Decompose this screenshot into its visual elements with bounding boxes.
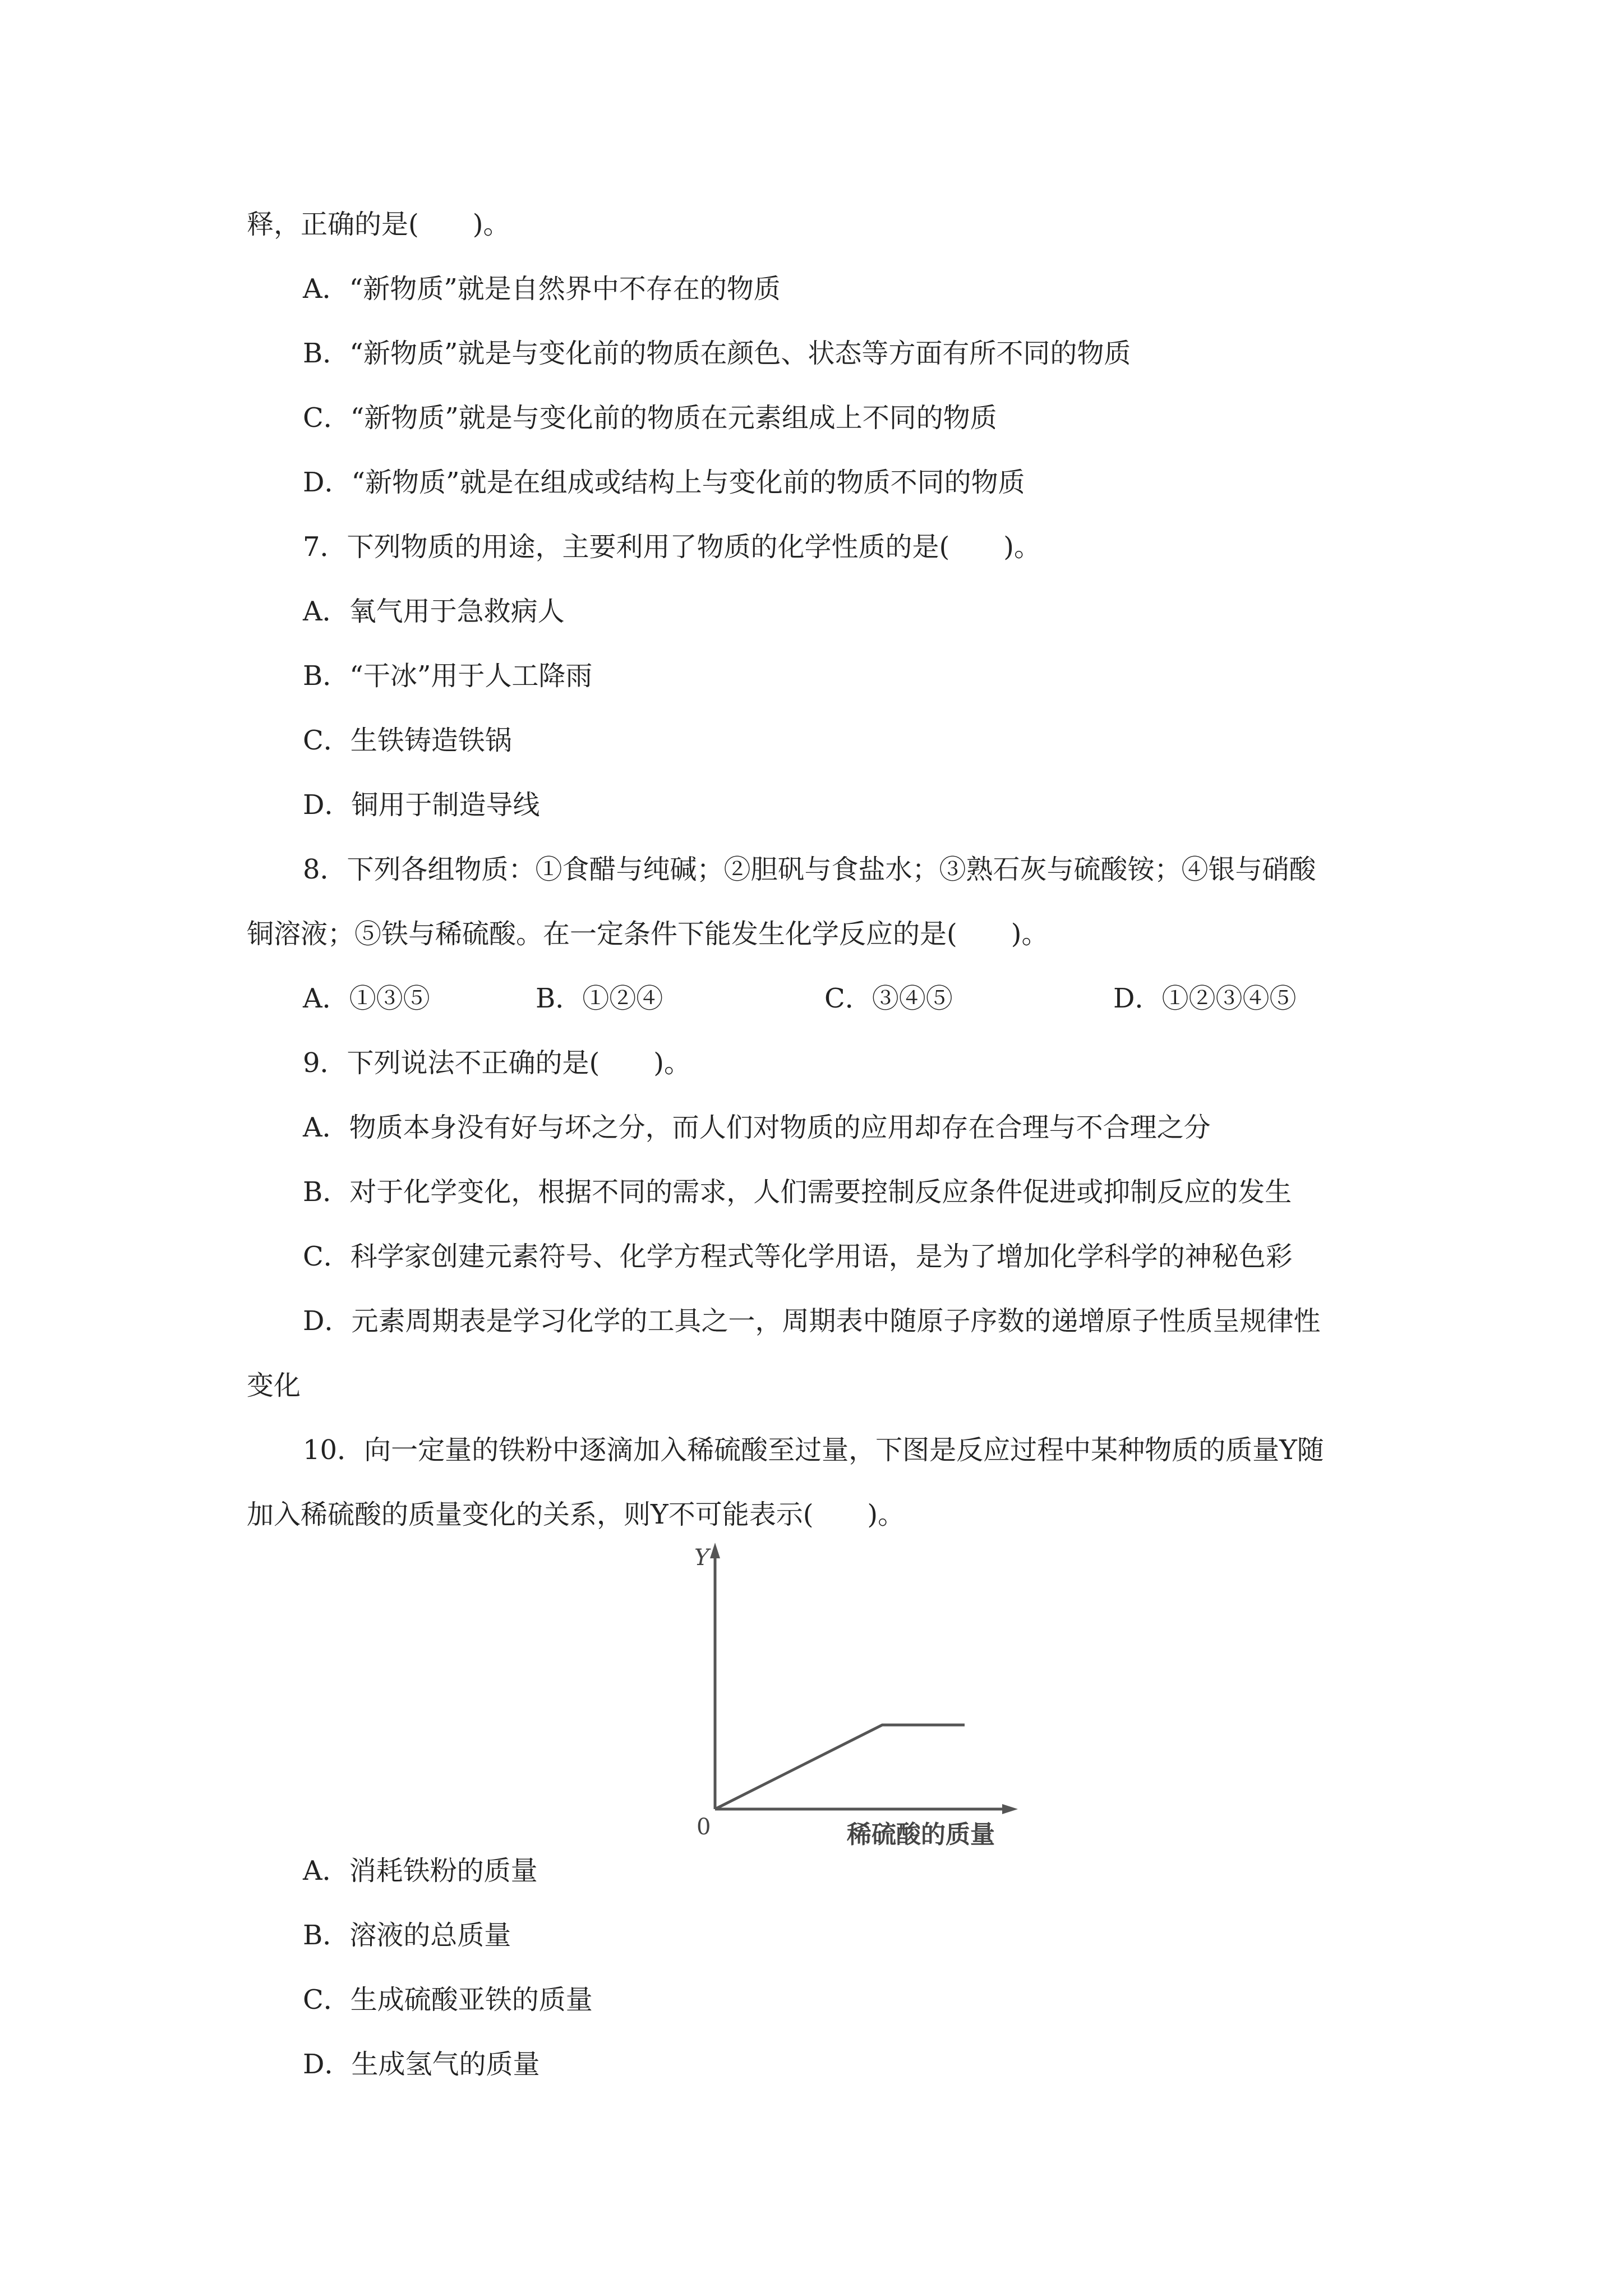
q10-stem-line2: 加入稀硫酸的质量变化的关系，则Y不可能表示( )。 — [247, 1499, 905, 1530]
q9-option-d-line1: D．元素周期表是学习化学的工具之一，周期表中随原子序数的递增原子性质呈规律性 — [303, 1305, 1321, 1337]
origin-label: 0 — [697, 1814, 711, 1840]
q6-tail: 释，正确的是( )。 — [247, 209, 510, 240]
q9-option-a: A．物质本身没有好与坏之分，而人们对物质的应用却存在合理与不合理之分 — [303, 1112, 1211, 1143]
q8-option-a: A．①③⑤ — [303, 983, 430, 1014]
y-axis-label: Y — [694, 1545, 709, 1571]
q7-option-d: D．铜用于制造导线 — [303, 789, 540, 821]
q9-option-c: C．科学家创建元素符号、化学方程式等化学用语，是为了增加化学科学的神秘色彩 — [303, 1241, 1293, 1272]
q10-option-b: B．溶液的总质量 — [303, 1920, 511, 1951]
q8-option-b: B．①②④ — [536, 983, 663, 1014]
q6-option-a: A．“新物质”就是自然界中不存在的物质 — [303, 273, 781, 305]
q8-stem-line1: 8．下列各组物质：①食醋与纯碱；②胆矾与食盐水；③熟石灰与硫酸铵；④银与硝酸 — [303, 854, 1316, 885]
q6-option-b: B．“新物质”就是与变化前的物质在颜色、状态等方面有所不同的物质 — [303, 338, 1131, 369]
q6-option-d: D．“新物质”就是在组成或结构上与变化前的物质不同的物质 — [303, 467, 1025, 498]
q8-option-c: C．③④⑤ — [824, 983, 953, 1014]
q7-stem: 7．下列物质的用途，主要利用了物质的化学性质的是( )。 — [303, 531, 1041, 563]
q9-option-d-line2: 变化 — [247, 1370, 301, 1401]
q6-option-c: C．“新物质”就是与变化前的物质在元素组成上不同的物质 — [303, 402, 997, 434]
q7-option-c: C．生铁铸造铁锅 — [303, 725, 512, 756]
series-line — [715, 1725, 965, 1809]
q8-stem-line2: 铜溶液；⑤铁与稀硫酸。在一定条件下能发生化学反应的是( )。 — [247, 918, 1049, 950]
q10-option-d: D．生成氢气的质量 — [303, 2049, 540, 2080]
q10-option-c: C．生成硫酸亚铁的质量 — [303, 1984, 593, 2016]
x-axis-arrow — [1002, 1804, 1018, 1814]
q10-stem-line1: 10．向一定量的铁粉中逐滴加入稀硫酸至过量，下图是反应过程中某种物质的质量Y随 — [303, 1434, 1324, 1466]
q10-graph — [684, 1537, 1043, 1851]
y-axis-arrow — [710, 1543, 720, 1558]
q7-option-a: A．氧气用于急救病人 — [303, 596, 565, 627]
q9-option-b: B．对于化学变化，根据不同的需求，人们需要控制反应条件促进或抑制反应的发生 — [303, 1176, 1292, 1208]
q10-option-a: A．消耗铁粉的质量 — [303, 1855, 538, 1887]
q7-option-b: B．“干冰”用于人工降雨 — [303, 660, 593, 692]
q9-stem: 9．下列说法不正确的是( )。 — [303, 1047, 691, 1079]
q8-option-d: D．①②③④⑤ — [1113, 983, 1297, 1014]
x-axis-label: 稀硫酸的质量 — [847, 1820, 995, 1849]
